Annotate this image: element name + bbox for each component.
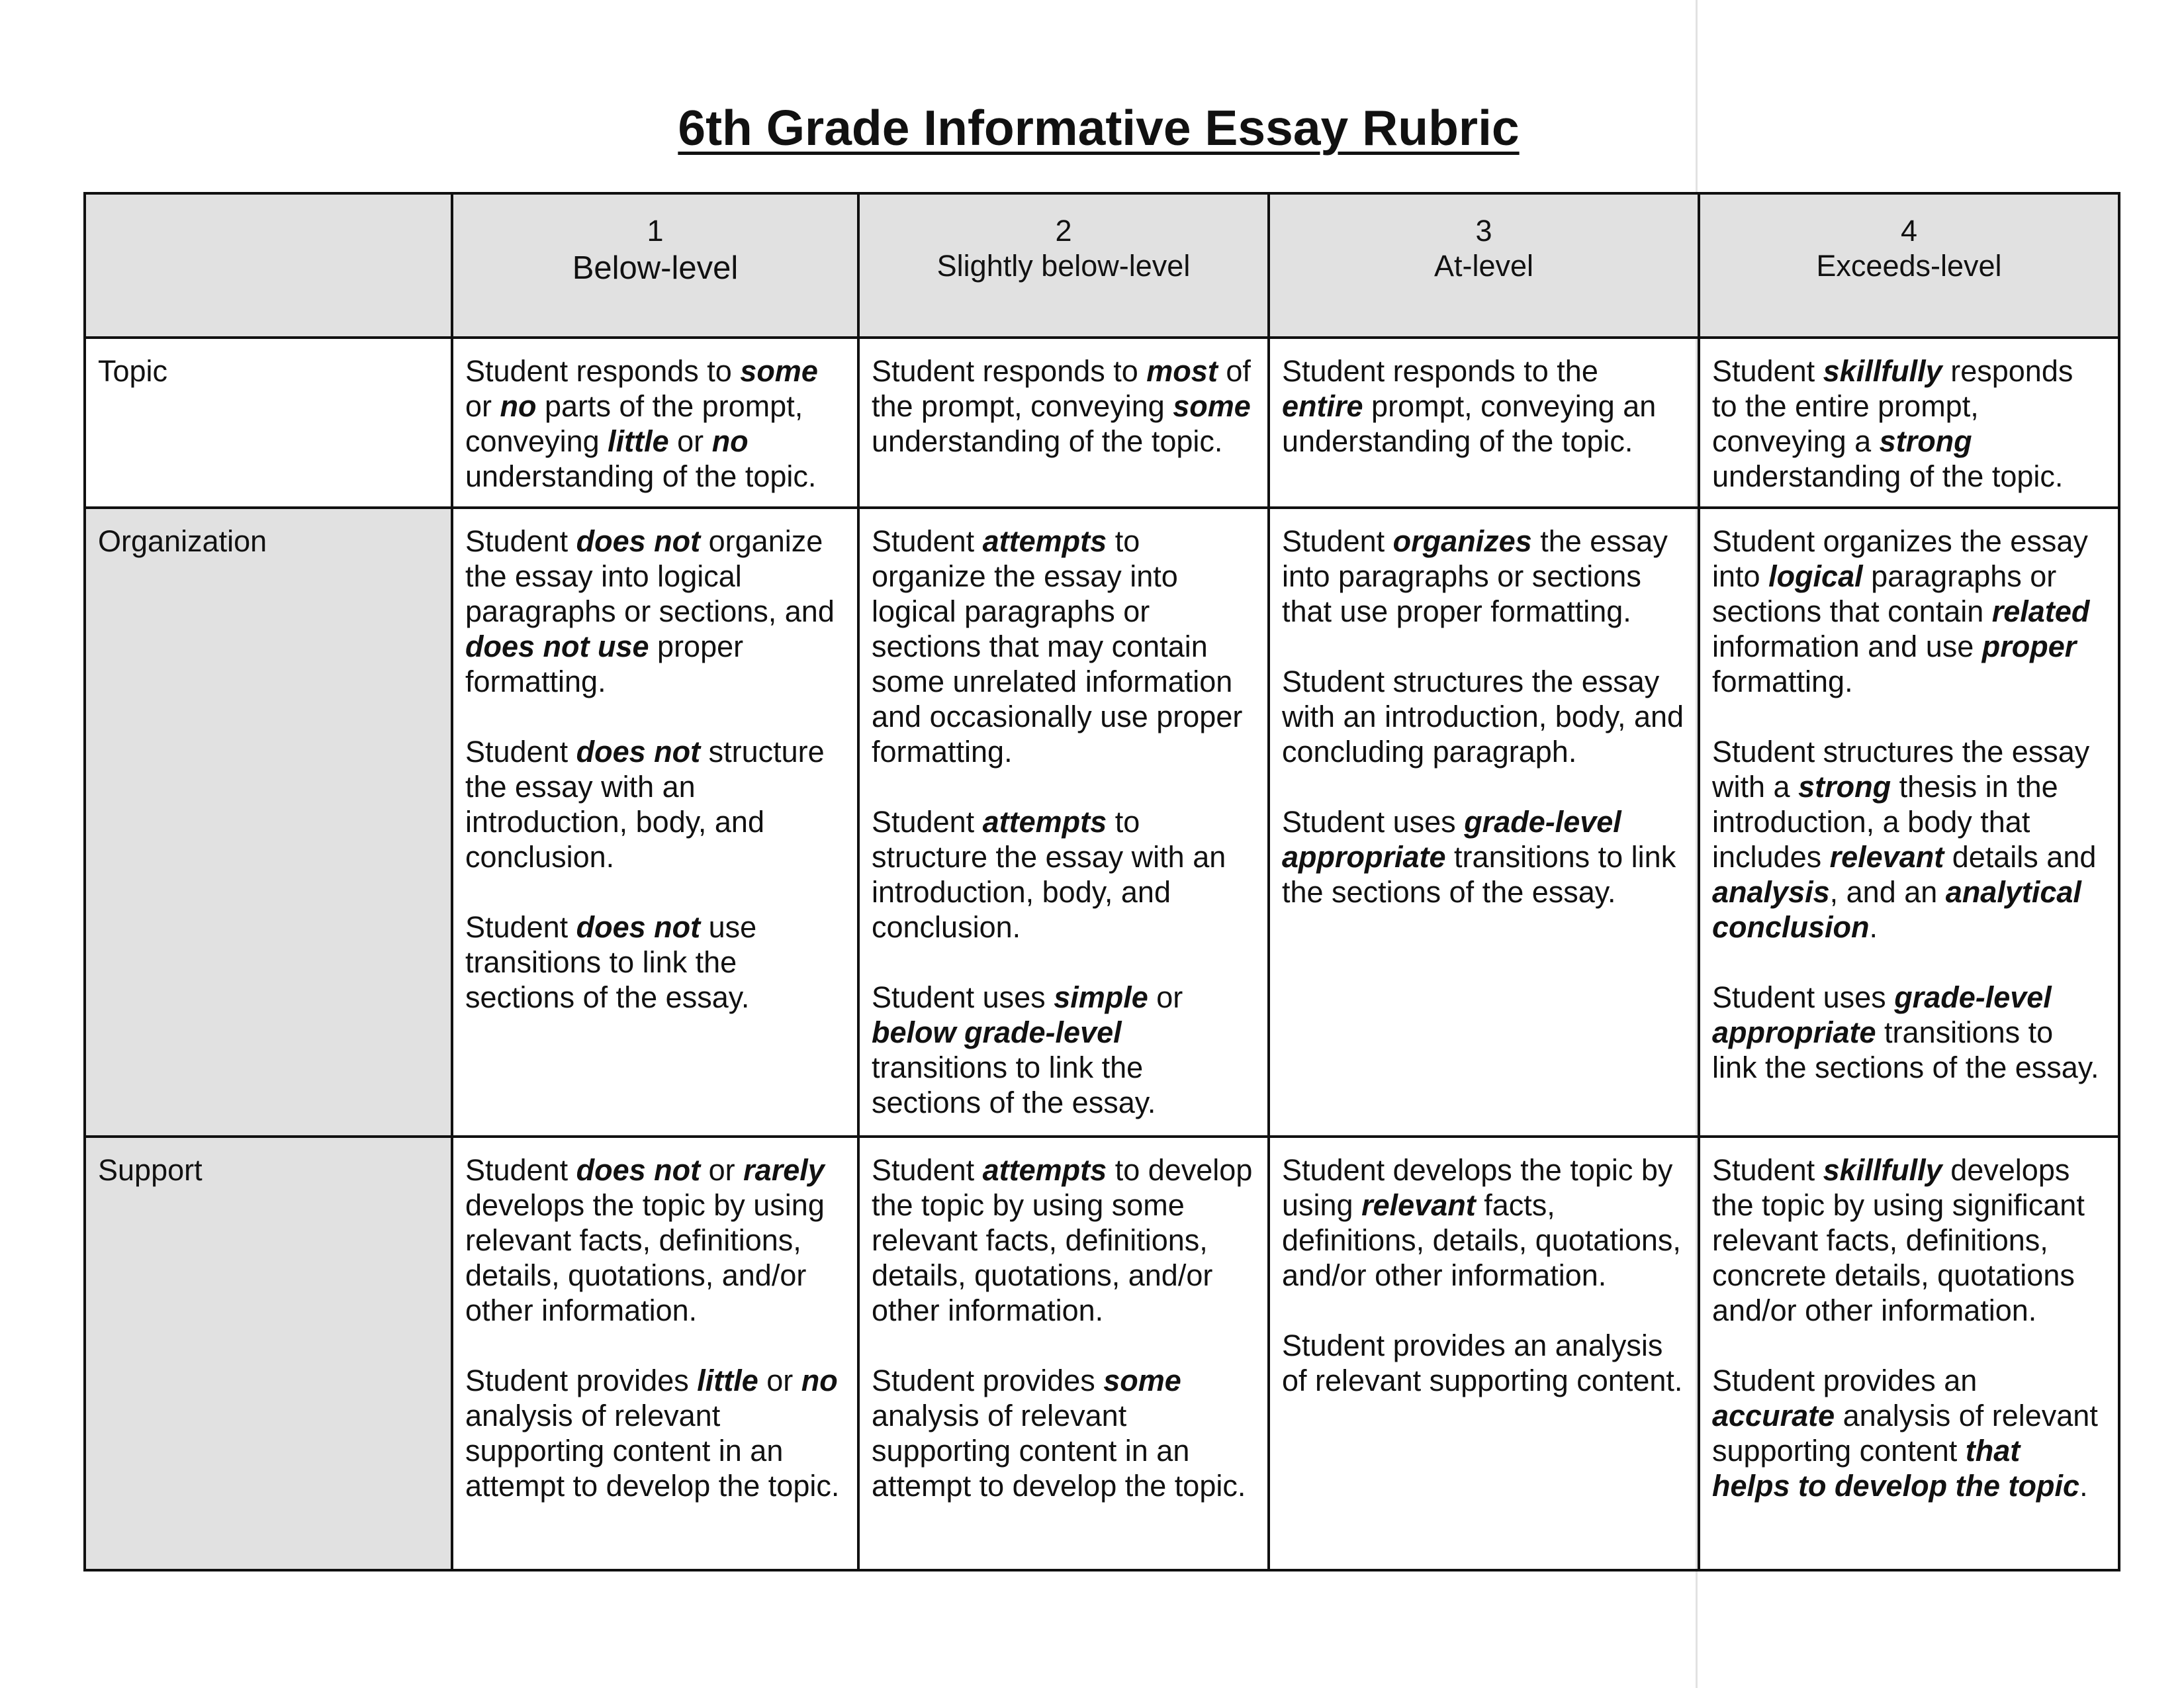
emphasis-text: attempts <box>982 1153 1107 1187</box>
descriptor-text: or <box>758 1364 801 1397</box>
page-title: 6th Grade Informative Essay Rubric <box>678 100 1520 156</box>
level-header-3 <box>1269 193 1699 338</box>
criterion-row-organization <box>85 508 2119 1137</box>
descriptor-text: information and use <box>1712 630 1982 663</box>
rubric-cell <box>1269 338 1699 508</box>
descriptor-paragraph <box>872 1363 1255 1503</box>
descriptor-text: or <box>700 1153 744 1187</box>
descriptor-paragraph <box>1712 353 2106 494</box>
descriptor-text: use transitions to link the sections of the essay. <box>465 910 757 1014</box>
descriptor-text: , and an <box>1829 875 1946 909</box>
descriptor-text: Student uses <box>872 980 1054 1014</box>
descriptor-text: Student structures the essay with a <box>1712 735 2090 804</box>
descriptor-text: transitions to link the sections of the essay. <box>1712 1015 2099 1084</box>
rubric-cell <box>1699 338 2119 508</box>
descriptor-paragraph <box>872 524 1255 769</box>
descriptor-text: analysis of relevant supporting content in an attempt to develop the topic. <box>465 1399 840 1503</box>
level-name: Exceeds-level <box>1816 249 2002 283</box>
emphasis-text: does not <box>576 524 701 558</box>
descriptor-text: of the prompt, conveying <box>872 354 1251 423</box>
descriptor-text: Student structures the essay with an introduction, body, and concluding paragraph. <box>1282 665 1684 769</box>
rubric-cell <box>1269 1137 1699 1570</box>
level-header-1 <box>452 193 858 338</box>
descriptor-text: proper formatting. <box>465 630 744 698</box>
descriptor-paragraph <box>872 1152 1255 1328</box>
emphasis-text: no <box>500 389 537 423</box>
emphasis-text: attempts <box>982 524 1107 558</box>
descriptor-text: understanding of the topic. <box>465 459 817 493</box>
descriptor-text: to structure the essay with an introduction, body, and conclusion. <box>872 805 1226 944</box>
descriptor-text: Student <box>465 735 576 769</box>
descriptor-text: or <box>1148 980 1183 1014</box>
descriptor-paragraph <box>465 910 845 1015</box>
descriptor-text: Student uses <box>1712 980 1895 1014</box>
descriptor-paragraph <box>1712 1152 2106 1328</box>
descriptor-paragraph <box>1282 664 1686 769</box>
descriptor-text: facts, definitions, details, quotations, and/or other information. <box>1282 1188 1681 1292</box>
criterion-row-support <box>85 1137 2119 1570</box>
level-number: 4 <box>1900 214 1918 248</box>
descriptor-text: understanding of the topic. <box>1712 459 2064 493</box>
rubric-cell <box>1269 508 1699 1137</box>
descriptor-text: structure the essay with an introduction, body, and conclusion. <box>465 735 825 874</box>
level-number: 2 <box>1055 214 1072 248</box>
descriptor-text: thesis in the introduction, a body that includes <box>1712 770 2058 874</box>
emphasis-text: some <box>1103 1364 1181 1397</box>
emphasis-text: attempts <box>982 805 1107 839</box>
descriptor-text: develops the topic by using relevant facts, definitions, details, quotations, and/or other information. <box>465 1188 825 1327</box>
criterion-label: Support <box>85 1137 452 1570</box>
emphasis-text: proper <box>1981 630 2077 663</box>
descriptor-text: Student <box>872 524 983 558</box>
descriptor-text: understanding of the topic. <box>872 424 1223 458</box>
descriptor-text: details and <box>1944 840 2097 874</box>
descriptor-text: Student responds to the <box>1282 354 1598 388</box>
descriptor-paragraph <box>1282 1152 1686 1293</box>
descriptor-text: . <box>2079 1469 2088 1503</box>
emphasis-text: skillfully <box>1823 354 1942 388</box>
descriptor-paragraph <box>1282 1328 1686 1398</box>
descriptor-text: Student <box>1712 1153 1823 1187</box>
criterion-label: Organization <box>85 508 452 1137</box>
descriptor-text: Student organizes the essay into <box>1712 524 2088 593</box>
level-name: At-level <box>1433 249 1534 283</box>
emphasis-text: does not use <box>465 630 649 663</box>
descriptor-text: . <box>1869 910 1878 944</box>
emphasis-text: does not <box>576 1153 701 1187</box>
descriptor-text: the essay into paragraphs or sections that use proper formatting. <box>1282 524 1668 628</box>
descriptor-text: Student uses <box>1282 805 1465 839</box>
descriptor-text: paragraphs or sections that contain <box>1712 559 2057 628</box>
descriptor-text: Student responds to <box>465 354 741 388</box>
descriptor-text: Student <box>1282 524 1393 558</box>
descriptor-text: Student provides <box>872 1364 1104 1397</box>
emphasis-text: most <box>1146 354 1218 388</box>
descriptor-text: transitions to link the sections of the essay. <box>872 1051 1156 1119</box>
descriptor-text: to develop the topic by using some relevant facts, definitions, details, quotations, and/or other information. <box>872 1153 1253 1327</box>
descriptor-text: Student provides <box>465 1364 698 1397</box>
descriptor-text: Student provides an analysis of relevant supporting content. <box>1282 1329 1683 1397</box>
rubric-cell <box>858 508 1269 1137</box>
descriptor-paragraph <box>1712 734 2106 945</box>
emphasis-text: simple <box>1054 980 1148 1014</box>
emphasis-text: does not <box>576 735 701 769</box>
descriptor-paragraph <box>1282 353 1686 459</box>
criterion-row-topic <box>85 338 2119 508</box>
descriptor-text: Student <box>872 1153 983 1187</box>
descriptor-paragraph <box>465 1152 845 1328</box>
descriptor-text: Student provides an <box>1712 1364 1978 1397</box>
descriptor-text: Student responds to <box>872 354 1147 388</box>
emphasis-text: entire <box>1282 389 1363 423</box>
emphasis-text: rarely <box>743 1153 825 1187</box>
level-header-2 <box>858 193 1269 338</box>
emphasis-text: analytical conclusion <box>1712 875 2081 944</box>
descriptor-text: Student <box>465 910 576 944</box>
descriptor-text: transitions to link the sections of the essay. <box>1282 840 1676 909</box>
descriptor-text: organize the essay into logical paragraphs or sections, and <box>465 524 835 628</box>
emphasis-text: relevant <box>1829 840 1944 874</box>
descriptor-paragraph <box>465 1363 845 1503</box>
emphasis-text: skillfully <box>1823 1153 1942 1187</box>
descriptor-paragraph <box>872 980 1255 1120</box>
descriptor-text: Student develops the topic by using <box>1282 1153 1673 1222</box>
emphasis-text: little <box>608 424 669 458</box>
emphasis-text: organizes <box>1392 524 1532 558</box>
rubric-cell <box>1699 508 2119 1137</box>
descriptor-text: parts of the prompt, conveying <box>465 389 803 458</box>
rubric-cell <box>858 1137 1269 1570</box>
emphasis-text: grade-level appropriate <box>1282 805 1621 874</box>
descriptor-text: Student <box>465 1153 576 1187</box>
emphasis-text: logical <box>1768 559 1863 593</box>
descriptor-paragraph <box>872 353 1255 459</box>
header-row <box>85 193 2119 338</box>
descriptor-text: to organize the essay into logical paragraphs or sections that may contain some unrelated information and occasionally use proper formatting. <box>872 524 1243 769</box>
level-name: Slightly below-level <box>936 249 1191 283</box>
descriptor-paragraph <box>1282 804 1686 910</box>
descriptor-text: Student <box>465 524 576 558</box>
emphasis-text: some <box>1173 389 1251 423</box>
emphasis-text: no <box>801 1364 838 1397</box>
descriptor-text: formatting. <box>1712 665 1853 698</box>
header-corner-cell <box>85 193 452 338</box>
emphasis-text: analysis <box>1712 875 1830 909</box>
level-header-4 <box>1699 193 2119 338</box>
descriptor-text: Student <box>1712 354 1823 388</box>
emphasis-text: some <box>740 354 818 388</box>
emphasis-text: below grade-level <box>872 1015 1122 1049</box>
rubric-cell <box>858 338 1269 508</box>
rubric-cell <box>452 338 858 508</box>
emphasis-text: related <box>1991 594 2090 628</box>
emphasis-text: relevant <box>1361 1188 1476 1222</box>
descriptor-text: analysis of relevant supporting content <box>1712 1399 2098 1468</box>
descriptor-text: or <box>668 424 712 458</box>
rubric-cell <box>452 1137 858 1570</box>
emphasis-text: no <box>711 424 749 458</box>
descriptor-text: analysis of relevant supporting content in an attempt to develop the topic. <box>872 1399 1246 1503</box>
descriptor-paragraph <box>1712 1363 2106 1503</box>
descriptor-text: Student <box>872 805 983 839</box>
rubric-cell <box>452 508 858 1137</box>
descriptor-paragraph <box>465 524 845 699</box>
descriptor-paragraph <box>872 804 1255 945</box>
descriptor-text: prompt, conveying an understanding of the topic. <box>1282 389 1657 458</box>
descriptor-text: responds to the entire prompt, conveying a <box>1712 354 2073 458</box>
descriptor-paragraph <box>1712 980 2106 1085</box>
emphasis-text: that helps to develop the topic <box>1712 1434 2080 1503</box>
descriptor-paragraph <box>465 734 845 874</box>
emphasis-text: does not <box>576 910 701 944</box>
rubric-cell <box>1699 1137 2119 1570</box>
descriptor-text: develops the topic by using significant relevant facts, definitions, concrete details, quotations and/or other information. <box>1712 1153 2085 1327</box>
emphasis-text: grade-level appropriate <box>1712 980 2052 1049</box>
descriptor-text: or <box>465 389 500 423</box>
emphasis-text: accurate <box>1712 1399 1835 1432</box>
descriptor-paragraph <box>465 353 845 494</box>
descriptor-paragraph <box>1282 524 1686 629</box>
level-number: 1 <box>647 214 664 248</box>
descriptor-paragraph <box>1712 524 2106 699</box>
emphasis-text: strong <box>1879 424 1972 458</box>
emphasis-text: strong <box>1798 770 1891 804</box>
emphasis-text: little <box>697 1364 758 1397</box>
level-name: Below-level <box>572 250 739 286</box>
level-number: 3 <box>1475 214 1492 248</box>
criterion-label: Topic <box>85 338 452 508</box>
rubric-table <box>83 192 2120 1571</box>
